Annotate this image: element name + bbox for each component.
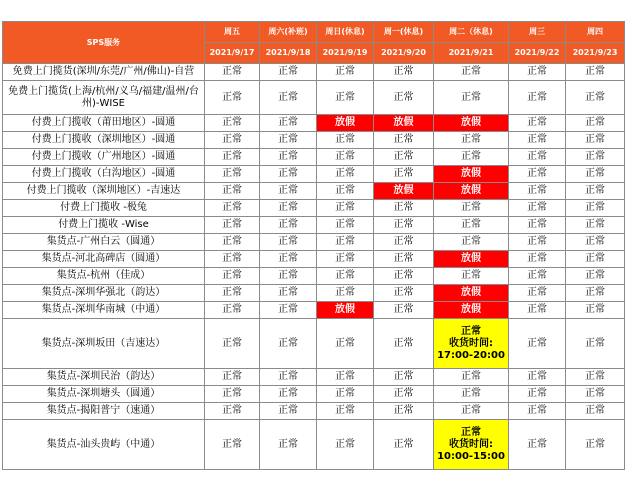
status-cell: 正常 xyxy=(205,234,260,251)
service-name-cell: 付费上门揽收（广州地区）-圆通 xyxy=(3,149,205,166)
status-cell: 正常 xyxy=(374,200,434,217)
status-cell-holiday: 放假 xyxy=(434,251,509,268)
status-cell: 正常 xyxy=(509,149,566,166)
status-cell: 正常 xyxy=(260,149,317,166)
status-cell: 正常 xyxy=(566,217,625,234)
status-cell: 正常 xyxy=(374,302,434,319)
status-cell: 正常 xyxy=(205,268,260,285)
status-cell: 正常 xyxy=(260,132,317,149)
status-cell: 正常 xyxy=(566,234,625,251)
table-row xyxy=(3,268,625,285)
status-cell: 正常 xyxy=(374,268,434,285)
status-cell: 正常 xyxy=(566,166,625,183)
weekday-header: 周六(补班) xyxy=(260,22,317,43)
table-row xyxy=(3,183,625,200)
status-cell: 正常 xyxy=(260,285,317,302)
status-cell: 正常 xyxy=(260,386,317,403)
status-cell-holiday: 放假 xyxy=(434,115,509,132)
status-cell: 正常 xyxy=(317,81,374,115)
weekday-header: 周二（休息) xyxy=(434,22,509,43)
status-cell: 正常 xyxy=(317,285,374,302)
status-cell: 正常 xyxy=(374,369,434,386)
table-row xyxy=(3,217,625,234)
weekday-header: 周三 xyxy=(509,22,566,43)
pickup-time-label: 收货时间: xyxy=(449,337,493,349)
service-name-cell: 免费上门揽货(上海/杭州/义乌/福建/温州/台州)-WISE xyxy=(3,81,205,115)
status-cell: 正常 xyxy=(374,166,434,183)
schedule-table xyxy=(2,21,625,470)
status-cell: 正常 xyxy=(317,200,374,217)
status-cell: 正常 xyxy=(509,132,566,149)
status-cell: 正常 xyxy=(205,285,260,302)
status-cell-holiday: 放假 xyxy=(434,285,509,302)
service-name-cell: 付费上门揽收（莆田地区）-圆通 xyxy=(3,115,205,132)
status-cell: 正常 xyxy=(317,234,374,251)
status-cell: 正常 xyxy=(205,251,260,268)
status-cell: 正常 xyxy=(566,285,625,302)
status-cell: 正常 xyxy=(205,149,260,166)
status-cell: 正常 xyxy=(509,319,566,369)
status-cell: 正常 xyxy=(205,81,260,115)
table-row xyxy=(3,115,625,132)
status-cell: 正常 xyxy=(374,251,434,268)
status-text: 正常 xyxy=(461,325,481,337)
status-cell: 正常 xyxy=(509,420,566,470)
service-name-cell: 集货点-广州白云（圆通） xyxy=(3,234,205,251)
weekday-header: 周日(休息) xyxy=(317,22,374,43)
status-cell: 正常 xyxy=(205,403,260,420)
status-cell: 正常 xyxy=(509,81,566,115)
status-cell: 正常 xyxy=(434,234,509,251)
status-cell: 正常 xyxy=(509,285,566,302)
status-cell: 正常 xyxy=(205,132,260,149)
table-row xyxy=(3,149,625,166)
status-cell: 正常 xyxy=(317,369,374,386)
service-name-cell: 付费上门揽收（白沟地区）-圆通 xyxy=(3,166,205,183)
status-cell: 正常 xyxy=(566,81,625,115)
status-cell: 正常 xyxy=(374,420,434,470)
status-cell: 正常 xyxy=(205,420,260,470)
service-name-cell: 集货点-汕头贵屿（中通） xyxy=(3,420,205,470)
status-cell: 正常 xyxy=(374,81,434,115)
table-row xyxy=(3,420,625,470)
status-cell: 正常 xyxy=(317,64,374,81)
date-header: 2021/9/23 xyxy=(566,43,625,64)
date-header: 2021/9/19 xyxy=(317,43,374,64)
table-row xyxy=(3,132,625,149)
status-cell: 正常 xyxy=(566,183,625,200)
service-name-cell: 付费上门揽收 -极兔 xyxy=(3,200,205,217)
status-cell-holiday: 放假 xyxy=(374,115,434,132)
status-cell: 正常 xyxy=(374,132,434,149)
status-cell: 正常 xyxy=(317,251,374,268)
status-cell: 正常 xyxy=(509,64,566,81)
status-cell: 正常 xyxy=(509,251,566,268)
table-row xyxy=(3,234,625,251)
status-cell: 正常 xyxy=(509,217,566,234)
weekday-header: 周四 xyxy=(566,22,625,43)
service-name-cell: 付费上门揽收 -Wise xyxy=(3,217,205,234)
status-cell: 正常 xyxy=(317,420,374,470)
status-cell: 正常 xyxy=(317,166,374,183)
schedule-body xyxy=(3,22,625,470)
status-cell: 正常 xyxy=(205,166,260,183)
status-cell: 正常 xyxy=(260,251,317,268)
status-cell: 正常 xyxy=(434,132,509,149)
status-cell: 正常 xyxy=(566,149,625,166)
status-cell: 正常 xyxy=(509,183,566,200)
status-cell: 正常 xyxy=(260,200,317,217)
status-cell: 正常 xyxy=(434,403,509,420)
date-header: 2021/9/22 xyxy=(509,43,566,64)
status-cell: 正常 xyxy=(205,369,260,386)
table-row xyxy=(3,81,625,115)
service-name-cell: 集货点-深圳塘头（圆通） xyxy=(3,386,205,403)
status-cell-special-hours xyxy=(434,420,509,470)
date-header: 2021/9/21 xyxy=(434,43,509,64)
table-row xyxy=(3,64,625,81)
service-name-cell: 集货点-揭阳普宁（速通） xyxy=(3,403,205,420)
service-column-header: SPS服务 xyxy=(3,22,205,64)
status-cell: 正常 xyxy=(205,319,260,369)
status-cell: 正常 xyxy=(260,234,317,251)
status-cell: 正常 xyxy=(509,386,566,403)
pickup-time-range: 10:00-15:00 xyxy=(437,450,505,462)
status-cell-holiday: 放假 xyxy=(434,183,509,200)
status-cell-special-hours xyxy=(434,319,509,369)
status-cell: 正常 xyxy=(566,251,625,268)
status-text: 正常 xyxy=(461,426,481,438)
status-cell: 正常 xyxy=(566,420,625,470)
status-cell-holiday: 放假 xyxy=(317,302,374,319)
service-name-cell: 集货点-深圳华南城（中通） xyxy=(3,302,205,319)
status-cell: 正常 xyxy=(566,319,625,369)
status-cell: 正常 xyxy=(260,420,317,470)
status-cell: 正常 xyxy=(434,386,509,403)
table-row xyxy=(3,386,625,403)
status-cell: 正常 xyxy=(566,115,625,132)
status-cell: 正常 xyxy=(260,217,317,234)
status-cell: 正常 xyxy=(434,149,509,166)
status-cell-holiday: 放假 xyxy=(317,115,374,132)
table-row xyxy=(3,369,625,386)
status-cell: 正常 xyxy=(566,386,625,403)
service-name-cell: 付费上门揽收（深圳地区）-吉速达 xyxy=(3,183,205,200)
status-cell: 正常 xyxy=(317,386,374,403)
service-name-cell: 集货点-深圳民治（韵达） xyxy=(3,369,205,386)
status-cell: 正常 xyxy=(317,149,374,166)
status-cell: 正常 xyxy=(317,183,374,200)
status-cell: 正常 xyxy=(317,268,374,285)
table-row xyxy=(3,302,625,319)
status-cell: 正常 xyxy=(566,268,625,285)
status-cell: 正常 xyxy=(260,302,317,319)
pickup-time-label: 收货时间: xyxy=(449,438,493,450)
status-cell: 正常 xyxy=(205,217,260,234)
status-cell: 正常 xyxy=(566,132,625,149)
service-name-cell: 集货点-深圳华强北（韵达） xyxy=(3,285,205,302)
status-cell: 正常 xyxy=(509,200,566,217)
table-row xyxy=(3,200,625,217)
status-cell: 正常 xyxy=(434,200,509,217)
status-cell: 正常 xyxy=(205,115,260,132)
service-name-cell: 集货点-深圳坂田（吉速达） xyxy=(3,319,205,369)
status-cell: 正常 xyxy=(566,302,625,319)
status-cell: 正常 xyxy=(317,217,374,234)
status-cell: 正常 xyxy=(566,403,625,420)
status-cell: 正常 xyxy=(509,369,566,386)
service-name-cell: 付费上门揽收（深圳地区）-圆通 xyxy=(3,132,205,149)
status-cell: 正常 xyxy=(317,319,374,369)
status-cell: 正常 xyxy=(374,386,434,403)
table-row xyxy=(3,403,625,420)
status-cell: 正常 xyxy=(434,64,509,81)
status-cell: 正常 xyxy=(566,64,625,81)
service-name-cell: 集货点-杭州（佳成） xyxy=(3,268,205,285)
status-cell: 正常 xyxy=(374,319,434,369)
status-cell-holiday: 放假 xyxy=(434,166,509,183)
status-cell: 正常 xyxy=(374,403,434,420)
status-cell: 正常 xyxy=(509,302,566,319)
status-cell: 正常 xyxy=(260,115,317,132)
status-cell-holiday: 放假 xyxy=(434,302,509,319)
status-cell: 正常 xyxy=(317,132,374,149)
status-cell: 正常 xyxy=(374,285,434,302)
table-row xyxy=(3,166,625,183)
date-header: 2021/9/17 xyxy=(205,43,260,64)
date-header: 2021/9/18 xyxy=(260,43,317,64)
weekday-header: 周一(休息) xyxy=(374,22,434,43)
weekday-header: 周五 xyxy=(205,22,260,43)
status-cell: 正常 xyxy=(260,64,317,81)
status-cell: 正常 xyxy=(205,386,260,403)
status-cell: 正常 xyxy=(205,183,260,200)
status-cell: 正常 xyxy=(260,369,317,386)
status-cell: 正常 xyxy=(509,403,566,420)
status-cell: 正常 xyxy=(509,268,566,285)
status-cell: 正常 xyxy=(374,217,434,234)
status-cell: 正常 xyxy=(374,64,434,81)
status-cell: 正常 xyxy=(260,166,317,183)
date-header: 2021/9/20 xyxy=(374,43,434,64)
status-cell: 正常 xyxy=(509,166,566,183)
table-row xyxy=(3,251,625,268)
status-cell: 正常 xyxy=(374,149,434,166)
status-cell: 正常 xyxy=(509,115,566,132)
status-cell: 正常 xyxy=(260,319,317,369)
pickup-time-range: 17:00-20:00 xyxy=(437,349,505,361)
table-row xyxy=(3,319,625,369)
status-cell: 正常 xyxy=(434,268,509,285)
status-cell: 正常 xyxy=(317,403,374,420)
status-cell: 正常 xyxy=(434,217,509,234)
status-cell: 正常 xyxy=(205,64,260,81)
service-name-cell: 免费上门揽货(深圳/东莞/广州/佛山)-自营 xyxy=(3,64,205,81)
status-cell: 正常 xyxy=(434,81,509,115)
status-cell: 正常 xyxy=(374,234,434,251)
status-cell: 正常 xyxy=(260,403,317,420)
status-cell: 正常 xyxy=(260,81,317,115)
status-cell: 正常 xyxy=(434,369,509,386)
status-cell: 正常 xyxy=(260,268,317,285)
status-cell: 正常 xyxy=(566,200,625,217)
header-row-weekdays xyxy=(3,22,625,43)
status-cell-holiday: 放假 xyxy=(374,183,434,200)
status-cell: 正常 xyxy=(205,302,260,319)
service-name-cell: 集货点-河北高碑店（圆通） xyxy=(3,251,205,268)
status-cell: 正常 xyxy=(205,200,260,217)
table-row xyxy=(3,285,625,302)
status-cell: 正常 xyxy=(260,183,317,200)
status-cell: 正常 xyxy=(566,369,625,386)
status-cell: 正常 xyxy=(509,234,566,251)
